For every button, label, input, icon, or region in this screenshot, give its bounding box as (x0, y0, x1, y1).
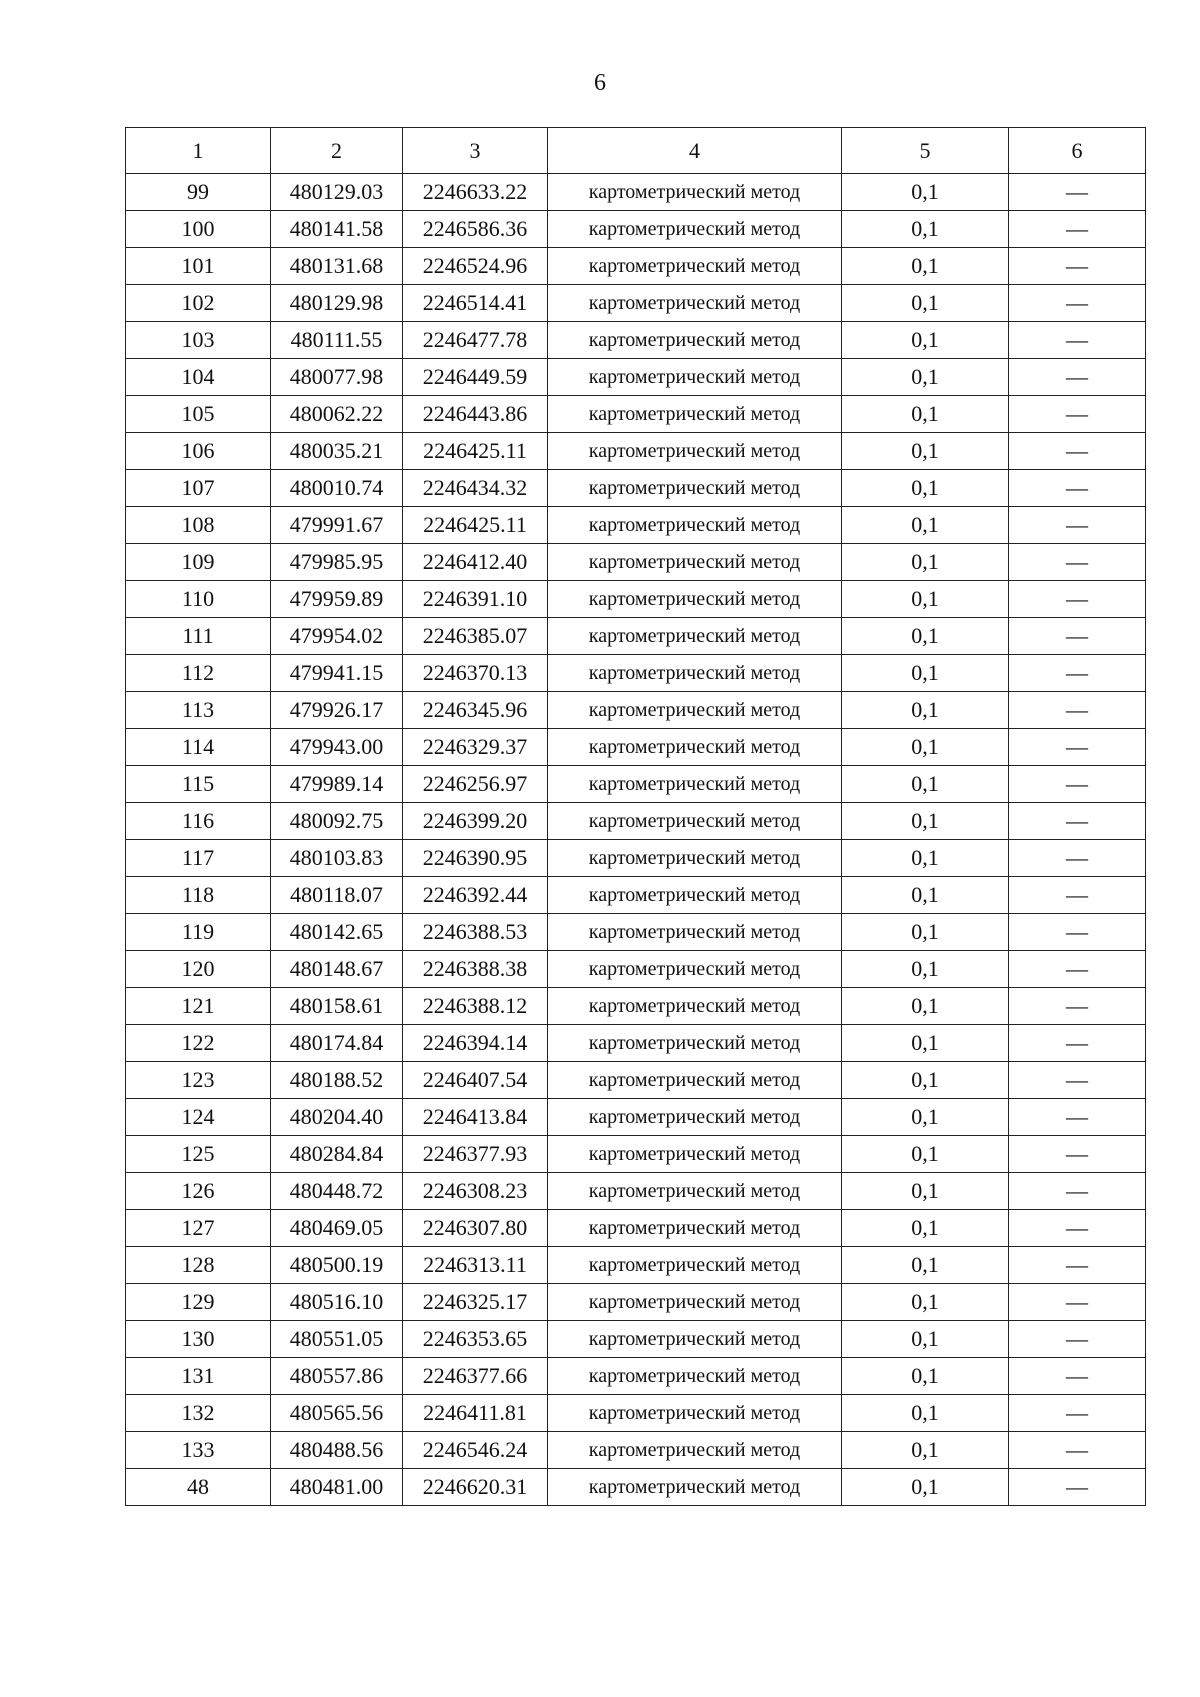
table-cell: 132 (126, 1395, 271, 1432)
table-cell: — (1009, 729, 1146, 766)
table-cell: 0,1 (842, 840, 1009, 877)
table-cell: 2246633.22 (403, 174, 548, 211)
table-row (126, 1432, 1146, 1469)
table-cell: 0,1 (842, 359, 1009, 396)
table-cell: 2246449.59 (403, 359, 548, 396)
table-cell: 480188.52 (271, 1062, 403, 1099)
table-cell: 0,1 (842, 877, 1009, 914)
column-header: 1 (126, 128, 271, 174)
table-cell: 0,1 (842, 396, 1009, 433)
table-row (126, 692, 1146, 729)
table-cell: 2246425.11 (403, 433, 548, 470)
table-cell: 480448.72 (271, 1173, 403, 1210)
table-cell: 2246434.32 (403, 470, 548, 507)
table-cell: 2246412.40 (403, 544, 548, 581)
table-cell: 0,1 (842, 581, 1009, 618)
table-cell: 0,1 (842, 1284, 1009, 1321)
table-cell: картометрический метод (548, 729, 842, 766)
column-header: 5 (842, 128, 1009, 174)
table-cell: 480077.98 (271, 359, 403, 396)
table-cell: 2246524.96 (403, 248, 548, 285)
table-header-row (126, 128, 1146, 174)
table-cell: — (1009, 951, 1146, 988)
table-row (126, 1247, 1146, 1284)
table-cell: 480103.83 (271, 840, 403, 877)
table-cell: — (1009, 655, 1146, 692)
table-cell: 0,1 (842, 1062, 1009, 1099)
table-cell: — (1009, 211, 1146, 248)
table-cell: картометрический метод (548, 877, 842, 914)
table-cell: картометрический метод (548, 544, 842, 581)
table-cell: — (1009, 544, 1146, 581)
table-row (126, 248, 1146, 285)
table-row (126, 766, 1146, 803)
table-cell: 480500.19 (271, 1247, 403, 1284)
table-cell: 113 (126, 692, 271, 729)
column-header: 2 (271, 128, 403, 174)
table-cell: — (1009, 840, 1146, 877)
table-cell: 131 (126, 1358, 271, 1395)
table-cell: 2246377.66 (403, 1358, 548, 1395)
table-cell: 48 (126, 1469, 271, 1506)
table-cell: 2246392.44 (403, 877, 548, 914)
table-cell: 0,1 (842, 322, 1009, 359)
table-cell: 0,1 (842, 544, 1009, 581)
table-cell: 124 (126, 1099, 271, 1136)
table-cell: 117 (126, 840, 271, 877)
table-cell: 125 (126, 1136, 271, 1173)
table-cell: 2246411.81 (403, 1395, 548, 1432)
table-cell: — (1009, 988, 1146, 1025)
table-row (126, 285, 1146, 322)
table-cell: картометрический метод (548, 1062, 842, 1099)
table-cell: картометрический метод (548, 1025, 842, 1062)
table-cell: картометрический метод (548, 396, 842, 433)
table-row (126, 433, 1146, 470)
table-row (126, 1173, 1146, 1210)
table-cell: 128 (126, 1247, 271, 1284)
table-row (126, 1025, 1146, 1062)
table-cell: 0,1 (842, 766, 1009, 803)
table-cell: 101 (126, 248, 271, 285)
table-row (126, 396, 1146, 433)
table-cell: 2246477.78 (403, 322, 548, 359)
table-cell: картометрический метод (548, 359, 842, 396)
table-cell: 480129.03 (271, 174, 403, 211)
table-cell: 0,1 (842, 692, 1009, 729)
table-row (126, 1062, 1146, 1099)
table-cell: картометрический метод (548, 1210, 842, 1247)
table-cell: 2246256.97 (403, 766, 548, 803)
table-cell: 480035.21 (271, 433, 403, 470)
table-body (126, 174, 1146, 1506)
table-cell: — (1009, 1099, 1146, 1136)
table-cell: 2246388.12 (403, 988, 548, 1025)
table-cell: 0,1 (842, 803, 1009, 840)
table-cell: — (1009, 581, 1146, 618)
table-cell: 2246391.10 (403, 581, 548, 618)
table-cell: 0,1 (842, 951, 1009, 988)
table-cell: 0,1 (842, 1395, 1009, 1432)
table-cell: картометрический метод (548, 285, 842, 322)
table-cell: 103 (126, 322, 271, 359)
table-row (126, 655, 1146, 692)
table-cell: 480565.56 (271, 1395, 403, 1432)
table-row (126, 729, 1146, 766)
table-row (126, 1469, 1146, 1506)
table-cell: картометрический метод (548, 322, 842, 359)
table-cell: 130 (126, 1321, 271, 1358)
table-cell: картометрический метод (548, 988, 842, 1025)
table-cell: 480488.56 (271, 1432, 403, 1469)
table-cell: 2246353.65 (403, 1321, 548, 1358)
table-cell: 479959.89 (271, 581, 403, 618)
table-row (126, 322, 1146, 359)
table-cell: 480141.58 (271, 211, 403, 248)
table-cell: 126 (126, 1173, 271, 1210)
table-row (126, 1321, 1146, 1358)
table-row (126, 1358, 1146, 1395)
table-cell: 2246307.80 (403, 1210, 548, 1247)
table-cell: — (1009, 692, 1146, 729)
table-cell: 0,1 (842, 1247, 1009, 1284)
table-cell: картометрический метод (548, 1469, 842, 1506)
table-cell: картометрический метод (548, 248, 842, 285)
table-cell: 129 (126, 1284, 271, 1321)
table-cell: картометрический метод (548, 433, 842, 470)
table-row (126, 1210, 1146, 1247)
table-cell: картометрический метод (548, 1321, 842, 1358)
table-cell: картометрический метод (548, 1358, 842, 1395)
table-row (126, 877, 1146, 914)
table-cell: 480062.22 (271, 396, 403, 433)
table-cell: 480481.00 (271, 1469, 403, 1506)
table-cell: 0,1 (842, 470, 1009, 507)
table-cell: 109 (126, 544, 271, 581)
table-cell: 133 (126, 1432, 271, 1469)
table-cell: 480516.10 (271, 1284, 403, 1321)
table-cell: 480557.86 (271, 1358, 403, 1395)
table-cell: — (1009, 1395, 1146, 1432)
table-cell: 480469.05 (271, 1210, 403, 1247)
table-cell: 2246385.07 (403, 618, 548, 655)
table-cell: 118 (126, 877, 271, 914)
table-cell: 0,1 (842, 914, 1009, 951)
table-cell: — (1009, 618, 1146, 655)
table-cell: 479926.17 (271, 692, 403, 729)
table-cell: 480142.65 (271, 914, 403, 951)
table-cell: — (1009, 248, 1146, 285)
table-cell: 479989.14 (271, 766, 403, 803)
table-cell: — (1009, 1432, 1146, 1469)
table-row (126, 988, 1146, 1025)
table-cell: — (1009, 359, 1146, 396)
table-cell: 480148.67 (271, 951, 403, 988)
table-cell: — (1009, 1284, 1146, 1321)
table-cell: 120 (126, 951, 271, 988)
table-cell: 480284.84 (271, 1136, 403, 1173)
table-cell: 2246399.20 (403, 803, 548, 840)
table-cell: — (1009, 322, 1146, 359)
table-cell: 480111.55 (271, 322, 403, 359)
table-row (126, 1395, 1146, 1432)
table-cell: 480158.61 (271, 988, 403, 1025)
table-row (126, 581, 1146, 618)
table-row (126, 1284, 1146, 1321)
table-cell: — (1009, 803, 1146, 840)
table-cell: 479991.67 (271, 507, 403, 544)
table-row (126, 1099, 1146, 1136)
table-cell: 0,1 (842, 1136, 1009, 1173)
table-cell: — (1009, 1136, 1146, 1173)
table-cell: — (1009, 507, 1146, 544)
table-cell: 111 (126, 618, 271, 655)
table-cell: 0,1 (842, 507, 1009, 544)
table-cell: 2246514.41 (403, 285, 548, 322)
table-cell: 2246546.24 (403, 1432, 548, 1469)
table-cell: 0,1 (842, 618, 1009, 655)
table-cell: картометрический метод (548, 1284, 842, 1321)
table-cell: — (1009, 396, 1146, 433)
table-cell: 480118.07 (271, 877, 403, 914)
table-cell: картометрический метод (548, 803, 842, 840)
table-cell: картометрический метод (548, 1395, 842, 1432)
table-cell: 2246586.36 (403, 211, 548, 248)
table-cell: — (1009, 1062, 1146, 1099)
table-cell: — (1009, 1358, 1146, 1395)
table-cell: 2246394.14 (403, 1025, 548, 1062)
table-cell: картометрический метод (548, 1173, 842, 1210)
table-cell: 2246308.23 (403, 1173, 548, 1210)
table-cell: 0,1 (842, 655, 1009, 692)
table-cell: 110 (126, 581, 271, 618)
table-cell: 2246388.38 (403, 951, 548, 988)
table-cell: 0,1 (842, 1210, 1009, 1247)
table-cell: 102 (126, 285, 271, 322)
table-cell: 2246377.93 (403, 1136, 548, 1173)
table-cell: картометрический метод (548, 1136, 842, 1173)
table-row (126, 951, 1146, 988)
table-cell: 0,1 (842, 174, 1009, 211)
table-cell: картометрический метод (548, 211, 842, 248)
table-row (126, 914, 1146, 951)
table-cell: 2246388.53 (403, 914, 548, 951)
table-cell: 479943.00 (271, 729, 403, 766)
table-cell: 0,1 (842, 1321, 1009, 1358)
table-cell: 115 (126, 766, 271, 803)
table-cell: 122 (126, 1025, 271, 1062)
table-cell: 0,1 (842, 1432, 1009, 1469)
table-cell: картометрический метод (548, 766, 842, 803)
table-cell: 100 (126, 211, 271, 248)
table-row (126, 840, 1146, 877)
table-cell: 127 (126, 1210, 271, 1247)
table-cell: 0,1 (842, 1358, 1009, 1395)
table-cell: 106 (126, 433, 271, 470)
table-cell: 479954.02 (271, 618, 403, 655)
table-cell: 2246443.86 (403, 396, 548, 433)
table-cell: картометрический метод (548, 951, 842, 988)
table-cell: 119 (126, 914, 271, 951)
table-cell: 2246407.54 (403, 1062, 548, 1099)
column-header: 4 (548, 128, 842, 174)
table-cell: картометрический метод (548, 840, 842, 877)
table-cell: 0,1 (842, 1099, 1009, 1136)
table-cell: картометрический метод (548, 1099, 842, 1136)
table-cell: — (1009, 174, 1146, 211)
table-cell: 2246313.11 (403, 1247, 548, 1284)
table-cell: 0,1 (842, 285, 1009, 322)
table-cell: картометрический метод (548, 1432, 842, 1469)
table-cell: — (1009, 285, 1146, 322)
table-cell: картометрический метод (548, 174, 842, 211)
table-cell: картометрический метод (548, 470, 842, 507)
table-cell: 99 (126, 174, 271, 211)
table-cell: — (1009, 1469, 1146, 1506)
table-cell: 0,1 (842, 433, 1009, 470)
table-cell: 480204.40 (271, 1099, 403, 1136)
table-cell: 123 (126, 1062, 271, 1099)
table-cell: 480092.75 (271, 803, 403, 840)
table-cell: — (1009, 1173, 1146, 1210)
table-cell: картометрический метод (548, 618, 842, 655)
table-cell: 0,1 (842, 1469, 1009, 1506)
table-cell: 2246370.13 (403, 655, 548, 692)
table-cell: 2246620.31 (403, 1469, 548, 1506)
table-cell: 2246329.37 (403, 729, 548, 766)
table-cell: 480010.74 (271, 470, 403, 507)
table-cell: 2246413.84 (403, 1099, 548, 1136)
table-cell: 0,1 (842, 1025, 1009, 1062)
table-cell: 107 (126, 470, 271, 507)
table-cell: — (1009, 1210, 1146, 1247)
table-row (126, 211, 1146, 248)
table-row (126, 544, 1146, 581)
table-cell: 0,1 (842, 248, 1009, 285)
table-cell: 480551.05 (271, 1321, 403, 1358)
table-cell: — (1009, 1025, 1146, 1062)
table-cell: — (1009, 877, 1146, 914)
column-header: 6 (1009, 128, 1146, 174)
table-cell: картометрический метод (548, 581, 842, 618)
table-cell: 114 (126, 729, 271, 766)
table-row (126, 507, 1146, 544)
table-row (126, 174, 1146, 211)
table-cell: 480131.68 (271, 248, 403, 285)
table-cell: — (1009, 1247, 1146, 1284)
table-row (126, 1136, 1146, 1173)
table-row (126, 803, 1146, 840)
table-row (126, 470, 1146, 507)
table-cell: 0,1 (842, 211, 1009, 248)
table-cell: картометрический метод (548, 1247, 842, 1284)
table-cell: — (1009, 433, 1146, 470)
column-header: 3 (403, 128, 548, 174)
table-cell: — (1009, 914, 1146, 951)
table-cell: картометрический метод (548, 692, 842, 729)
table-cell: 104 (126, 359, 271, 396)
table-cell: 2246425.11 (403, 507, 548, 544)
table-cell: 480129.98 (271, 285, 403, 322)
table-cell: — (1009, 1321, 1146, 1358)
table-cell: 112 (126, 655, 271, 692)
table-cell: 0,1 (842, 1173, 1009, 1210)
table-cell: 2246345.96 (403, 692, 548, 729)
table-cell: картометрический метод (548, 655, 842, 692)
table-cell: 0,1 (842, 729, 1009, 766)
table-cell: 116 (126, 803, 271, 840)
table-cell: — (1009, 766, 1146, 803)
coordinates-table (125, 127, 1146, 1506)
table-cell: 479941.15 (271, 655, 403, 692)
table-cell: 108 (126, 507, 271, 544)
table-cell: картометрический метод (548, 507, 842, 544)
table-cell: 0,1 (842, 988, 1009, 1025)
table-cell: 105 (126, 396, 271, 433)
table-cell: 121 (126, 988, 271, 1025)
page-number: 6 (594, 70, 606, 96)
table-cell: — (1009, 470, 1146, 507)
table-row (126, 359, 1146, 396)
table-cell: картометрический метод (548, 914, 842, 951)
table-row (126, 618, 1146, 655)
table-cell: 2246390.95 (403, 840, 548, 877)
table-cell: 479985.95 (271, 544, 403, 581)
table-cell: 480174.84 (271, 1025, 403, 1062)
table-cell: 2246325.17 (403, 1284, 548, 1321)
